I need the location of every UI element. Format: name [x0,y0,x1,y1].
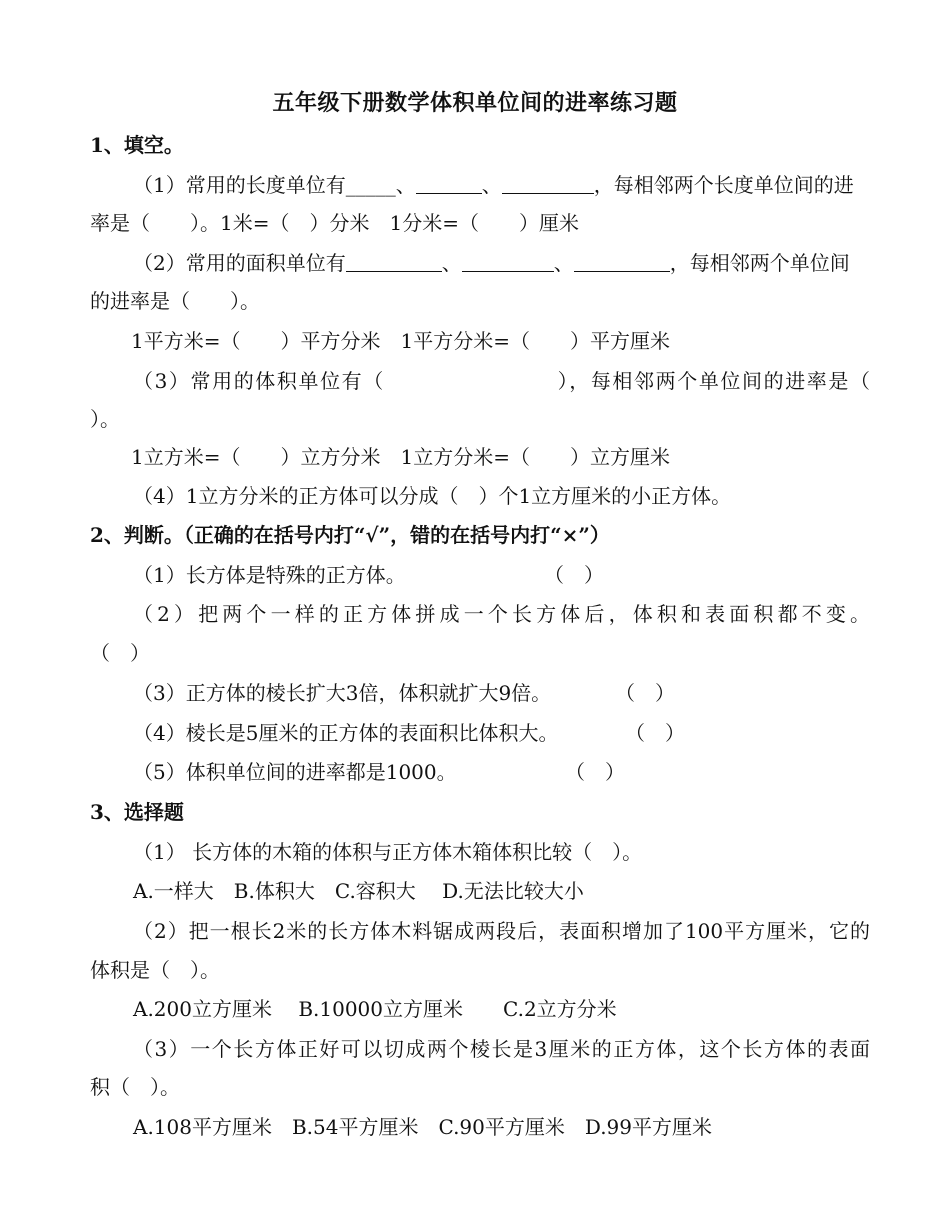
section-2-heading: 2、判断。（正确的在括号内打“√”，错的在括号内打“×”） [90,523,610,547]
choice-3-line-2: 积（ ）。 [90,1075,180,1099]
judge-4-text: （4）棱长是5厘米的正方体的表面积比体积大。 [133,721,559,745]
q1-line-2: 率是（ ）。1米=（ ）分米 1分米=（ ）厘米 [90,211,579,235]
document-title: 五年级下册数学体积单位间的进率练习题 [272,90,678,116]
judge-1-bracket: （ ） [544,563,604,587]
q2-line-1 [133,250,870,276]
q2-line-2: 的进率是（ ）。 [90,289,260,313]
q2-sep-2: 、 [553,251,574,275]
judge-4-bracket: （ ） [625,721,685,745]
q2-text-a: （2）常用的面积单位有 [133,251,346,275]
answer-blank [502,175,594,194]
answer-blank [416,175,482,194]
q3-line-1: （3）常用的体积单位有（ ），每相邻两个单位间的进率是（ [133,369,870,393]
answer-blank [346,253,442,272]
judge-3-bracket: （ ） [615,681,675,705]
judge-4 [133,720,870,746]
choice-1-options: A.一样大 B.体积大 C.容积大 D.无法比较大小 [133,879,584,903]
judge-5 [133,759,870,785]
judge-3-text: （3）正方体的棱长扩大3倍，体积就扩大9倍。 [133,681,552,705]
section-3-heading: 3、选择题 [90,800,184,824]
q1-line-1 [133,172,870,198]
q2-text-b: ，每相邻两个单位间 [669,251,850,275]
answer-blank [574,253,670,272]
choice-3-options: A.108平方厘米 B.54平方厘米 C.90平方厘米 D.99平方厘米 [133,1115,713,1139]
section-1-heading: 1、填空。 [90,133,184,157]
judge-2-bracket: （ ） [90,641,150,665]
q2-line-3: 1平方米=（ ）平方分米 1平方分米=（ ）平方厘米 [131,329,670,353]
q2-sep-1: 、 [441,251,462,275]
judge-5-bracket: （ ） [565,760,625,784]
answer-blank [462,253,554,272]
choice-2-options: A.200立方厘米 B.10000立方厘米 C.2立方分米 [133,997,617,1021]
choice-1: （1） 长方体的木箱的体积与正方体木箱体积比较（ ）。 [133,840,643,864]
q4-line: （4）1立方分米的正方体可以分成（ ）个1立方厘米的小正方体。 [133,484,732,508]
choice-2-line-1: （2）把一根长2米的长方体木料锯成两段后，表面积增加了100平方厘米，它的 [133,919,870,943]
q3-line-3: 1立方米=（ ）立方分米 1立方分米=（ ）立方厘米 [131,445,670,469]
judge-1 [133,562,870,588]
judge-5-text: （5）体积单位间的进率都是1000。 [133,760,457,784]
q3-line-2: ）。 [90,407,120,431]
judge-1-text: （1）长方体是特殊的正方体。 [133,563,406,587]
judge-2: （2）把两个一样的正方体拼成一个长方体后，体积和表面积都不变。 [133,602,870,626]
q1-text-b: ，每相邻两个长度单位间的进 [593,173,854,197]
choice-2-line-2: 体积是（ ）。 [90,958,220,982]
q1-sep: 、 [481,173,502,197]
judge-3 [133,680,870,706]
choice-3-line-1: （3）一个长方体正好可以切成两个棱长是3厘米的正方体，这个长方体的表面 [133,1037,870,1061]
q1-text-a: （1）常用的长度单位有_____、 [133,173,416,197]
